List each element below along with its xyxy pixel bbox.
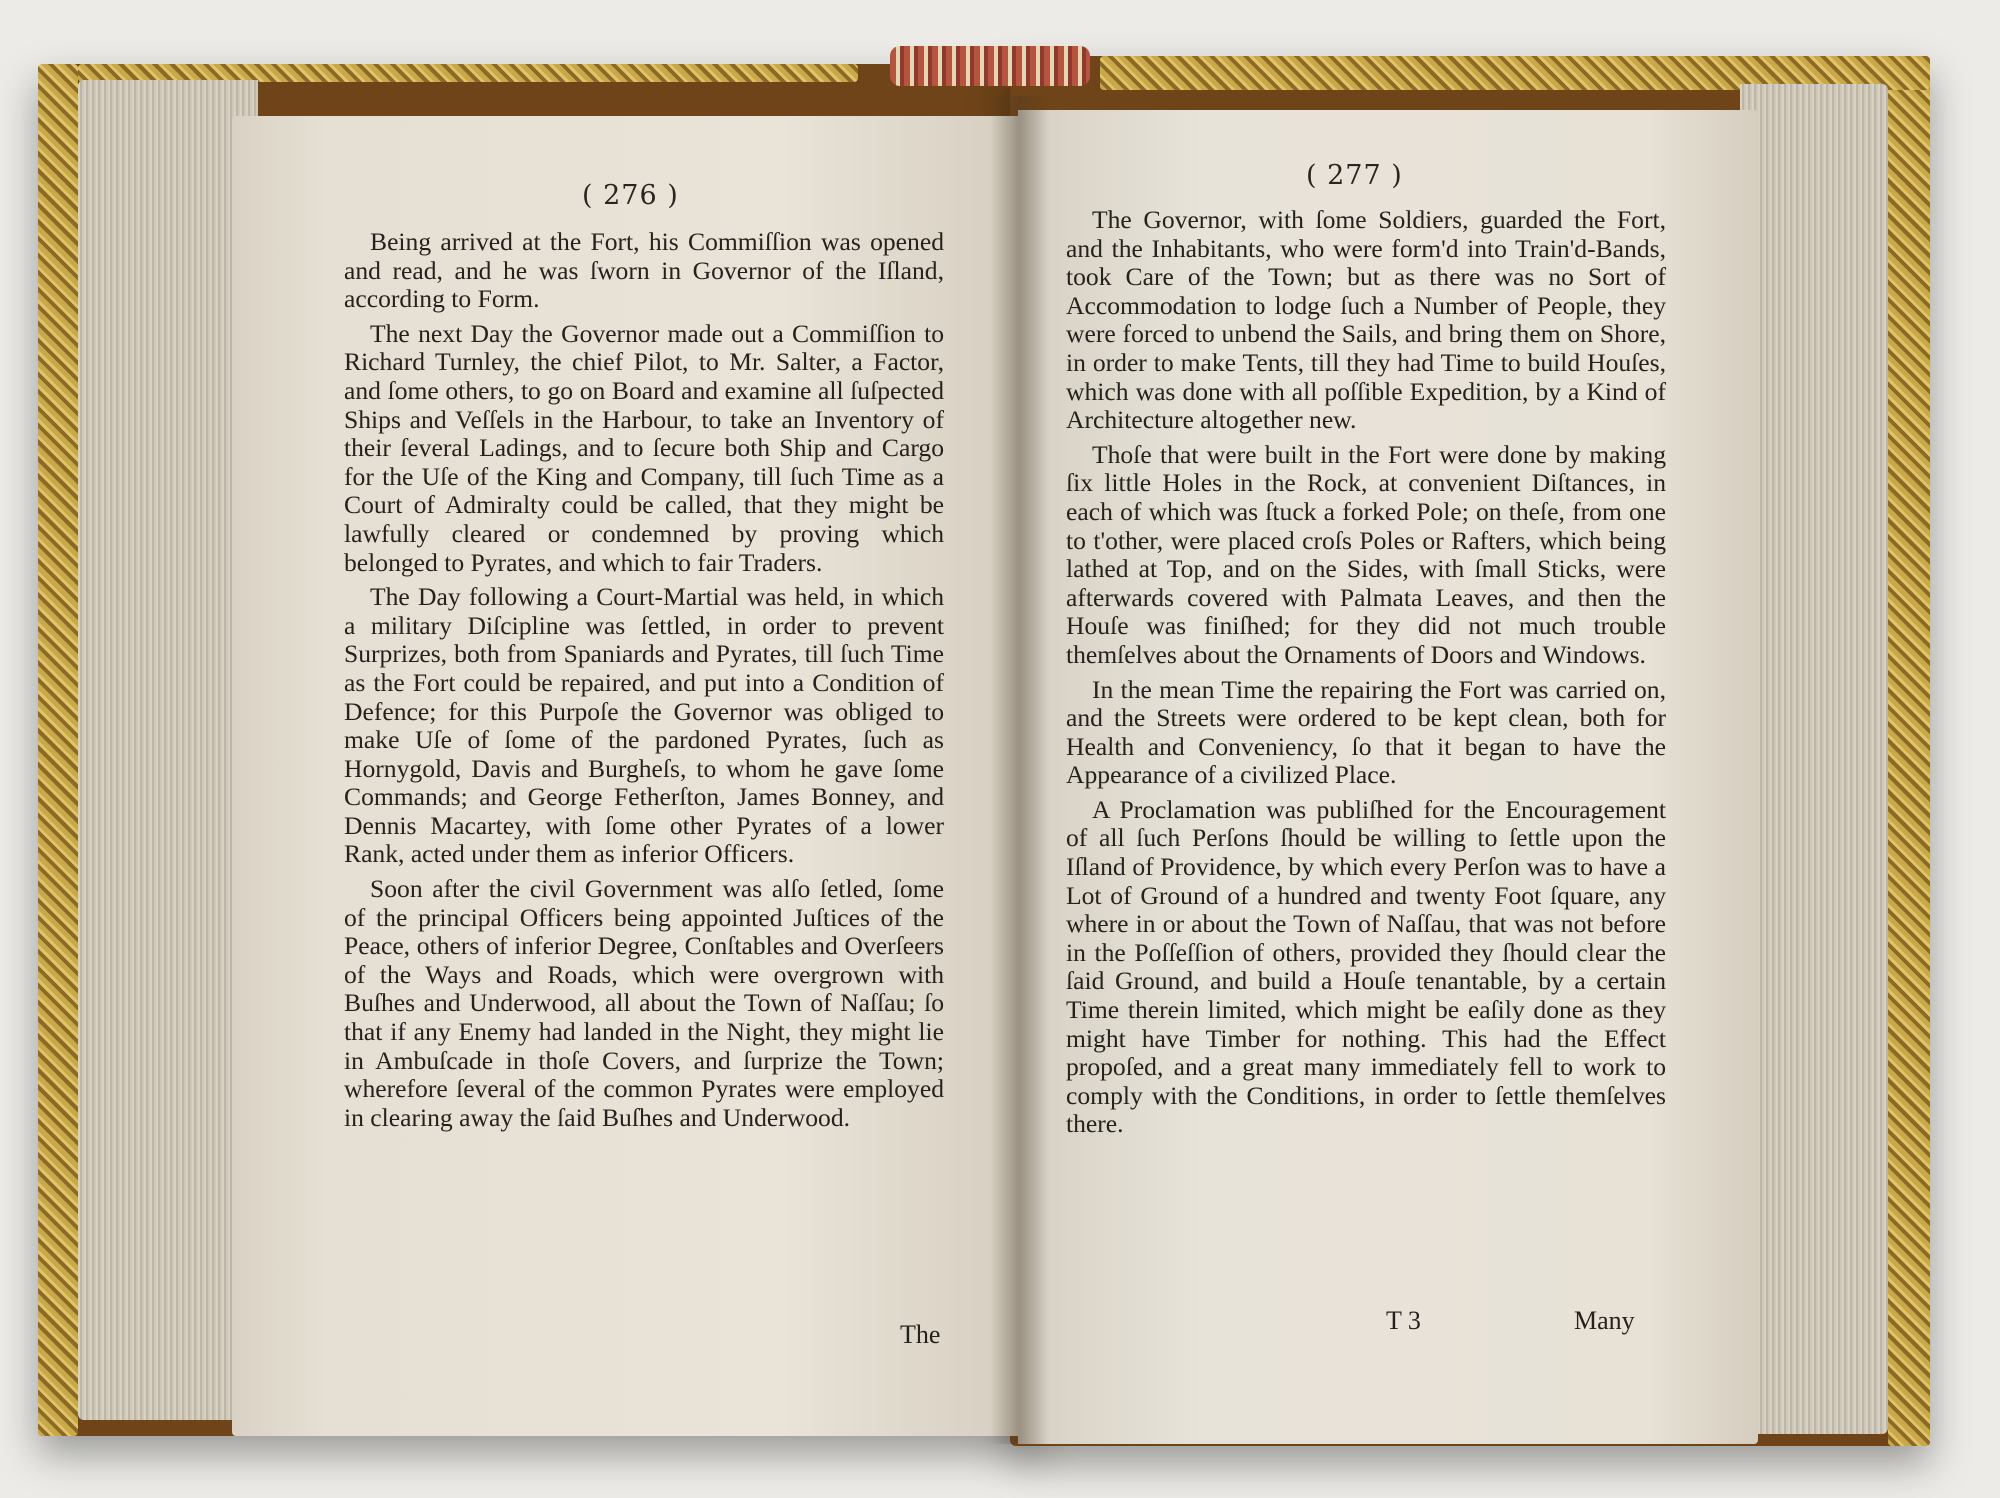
right-catchword: Many [1574,1306,1635,1335]
right-paragraph-1: The Governor, with ſome Soldiers, guarded the Fort, and the Inhabitants, who were form'd into Train'd-Bands, took Care of the Town; but as there was no Sort of Accommodation to lodge ſuch a Number of People, they were forced to unbend the Sails, and bring them on Shore, in order to make Tents, till they had Time to build Houſes, which was done with all poſſible Expedition, by a Kind of Architecture altogether new. [1066,205,1666,435]
gutter-shadow [990,96,1050,1444]
right-paragraph-2: Thoſe that were built in the Fort were done by making ſix little Holes in the Rock, at convenient Diſtances, in each of which was ſtuck a forked Pole; on theſe, from one to t'other, were placed croſs Poles or Rafters, which being lathed at Top, and on the Sides, with ſmall Sticks, were afterwards covered with Palmata Leaves, and then the Houſe was finiſhed; for they did not much trouble themſelves about the Ornaments of Doors and Windows. [1066,439,1666,669]
signature-mark: T 3 [1386,1306,1421,1335]
left-page [232,116,1022,1436]
gilt-border-left [38,64,78,1436]
page-edges-right [1740,84,1888,1434]
left-paragraph-2: The next Day the Governor made out a Commiſſion to Richard Turnley, the chief Pilot, to Mr. Salter, a Factor, and ſome others, to go on Board and examine all ſuſpected Ships and Veſſels in the Harbour, to take an Inventory of their ſeveral Ladings, and to ſecure both Ship and Cargo for the Uſe of the King and Company, till ſuch Time as a Court of Admiralty could be called, that they might be lawfully cleared or condemned by proving which belonged to Pyrates, and which to fair Traders. [344,318,944,577]
left-page-text [344,228,944,1132]
right-paragraph-4: A Proclamation was publiſhed for the Encouragement of all ſuch Perſons ſhould be willing to ſettle upon the Iſland of Providence, by which every Perſon was to have a Lot of Ground of a hundred and twenty Foot ſquare, any where in or about the Town of Naſſau, that was not before in the Poſſeſſion of others, provided they ſhould clear the ſaid Ground, and build a Houſe tenantable, by a certain Time therein limited, which might be eaſily done as they might have Timber for nothing. This had the Effect propoſed, and a great many immediately fell to work to comply with the Conditions, in order to ſettle themſelves there. [1066,794,1666,1139]
right-page-number: ( 277 ) [1306,160,1403,191]
right-page [1018,110,1758,1444]
gilt-border-right [1888,56,1930,1446]
left-paragraph-3: The Day following a Court-Martial was held, in which a military Diſcipline was ſettled, in order to prevent Surprizes, both from Spaniards and Pyrates, till ſuch Time as the Fort could be repaired, and put into a Condition of Defence; for this Purpoſe the Governor was obliged to make Uſe of ſome of the pardoned Pyrates, ſuch as Hornygold, Davis and Burgheſs, to whom he gave ſome Commands; and George Fetherſton, James Bonney, and Dennis Macartey, with ſome other Pyrates of a lower Rank, acted under them as inferior Officers. [344,582,944,869]
page-edges-left [78,80,258,1420]
spine-headband [890,46,1090,86]
left-paragraph-1: Being arrived at the Fort, his Commiſſion was opened and read, and he was ſworn in Governor of the Iſland, according to Form. [344,227,944,314]
right-paragraph-3: In the mean Time the repairing the Fort was carried on, and the Streets were ordered to be kept clean, both for Health and Conveniency, ſo that it began to have the Appearance of a civilized Place. [1066,674,1666,790]
left-catchword: The [900,1320,941,1349]
left-page-number: ( 276 ) [582,180,679,211]
left-paragraph-4: Soon after the civil Government was alſo ſetled, ſome of the principal Officers being appointed Juſtices of the Peace, others of inferior Degree, Conſtables and Overſeers of the Ways and Roads, which were overgrown with Buſhes and Underwood, all about the Town of Naſſau; ſo that if any Enemy had landed in the Night, they might lie in Ambuſcade in thoſe Covers, and ſurprize the Town; wherefore ſeveral of the common Pyrates were employed in clearing away the ſaid Buſhes and Underwood. [344,874,944,1132]
right-page-text [1066,206,1666,1139]
